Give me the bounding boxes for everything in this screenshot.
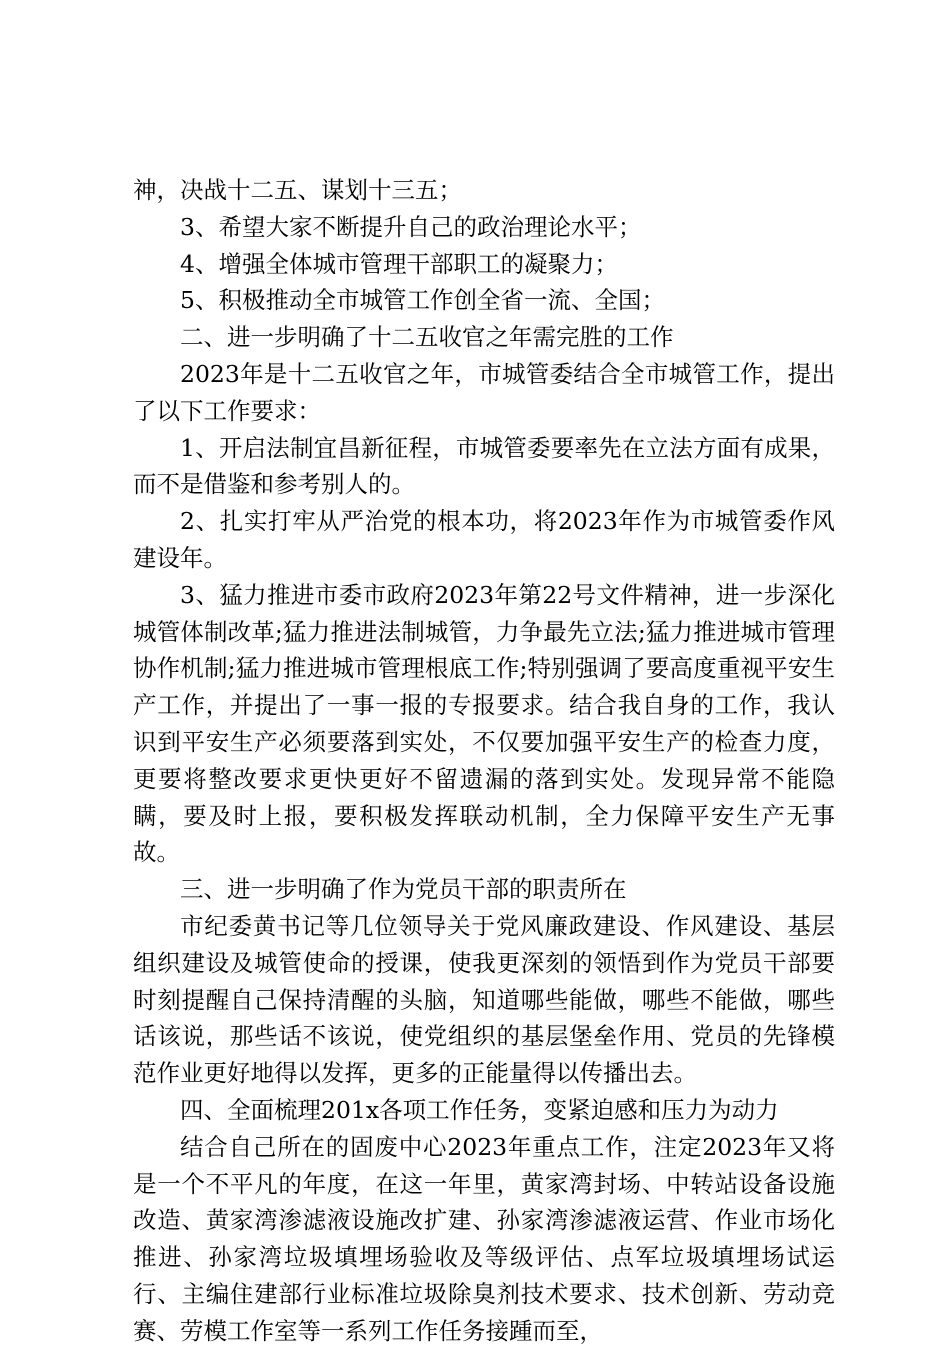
paragraph-11: 市纪委黄书记等几位领导关于党风廉政建设、作风建设、基层组织建设及城管使命的授课，使我更深刻的领悟到作为党员干部要时刻提醒自己保持清醒的头脑，知道哪些能做，哪些不能做，哪些话该说，那些话不该说，使党组织的基层堡垒作用、党员的先锋模范作业更好地得以发挥，更多的正能量得以传播出去。	[133, 911, 835, 1088]
paragraph-2: 3、希望大家不断提升自己的政治理论水平；	[180, 212, 642, 241]
paragraph-8: 2、扎实打牢从严治党的根本功，将2023年作为市城管委作风建设年。	[133, 507, 835, 572]
section-heading-4: 四、全面梳理201x各项工作任务，变紧迫感和压力为动力	[180, 1095, 779, 1124]
paragraph-1: 神，决战十二五、谋划十三五；	[133, 176, 462, 204]
paragraph-4: 5、积极推动全市城管工作创全省一流、全国；	[180, 286, 665, 315]
paragraph-9: 3、猛力推进市委市政府2023年第22号文件精神，进一步深化城管体制改革;猛力推进法制城管，力争最先立法;猛力推进城市管理协作机制;猛力推进城市管理根底工作;特别强调了要高度重视平安生产工作，并提出了一事一报的专报要求。结合我自身的工作，我认识到平安生产必须要落到实处，不仅要加强平安生产的检查力度，更要将整改要求更快更好不留遗漏的落到实处。发现异常不能隐瞒，要及时上报，要积极发挥联动机制，全力保障平安生产无事故。	[133, 580, 835, 867]
paragraph-13: 结合自己所在的固废中心2023年重点工作，注定2023年又将是一个不平凡的年度，在这一年里，黄家湾封场、中转站设备设施改造、黄家湾渗滤液设施改扩建、孙家湾渗滤液运营、作业市场化推进、孙家湾垃圾填埋场验收及等级评估、点军垃圾填埋场试运行、主编住建部行业标准垃圾除臭剂技术要求、技术创新、劳动竞赛、劳模工作室等一系列工作任务接踵而至，	[133, 1132, 835, 1345]
document-body	[133, 172, 835, 1350]
section-heading-2: 二、进一步明确了十二五收官之年需完胜的工作	[180, 323, 674, 352]
paragraph-7: 1、开启法制宜昌新征程，市城管委要率先在立法方面有成果，而不是借鉴和参考别人的。	[133, 433, 835, 499]
paragraph-3: 4、增强全体城市管理干部职工的凝聚力；	[180, 249, 618, 278]
section-heading-3: 三、进一步明确了作为党员干部的职责所在	[180, 875, 627, 904]
paragraph-6: 2023年是十二五收官之年，市城管委结合全市城管工作，提出了以下工作要求：	[133, 359, 835, 425]
